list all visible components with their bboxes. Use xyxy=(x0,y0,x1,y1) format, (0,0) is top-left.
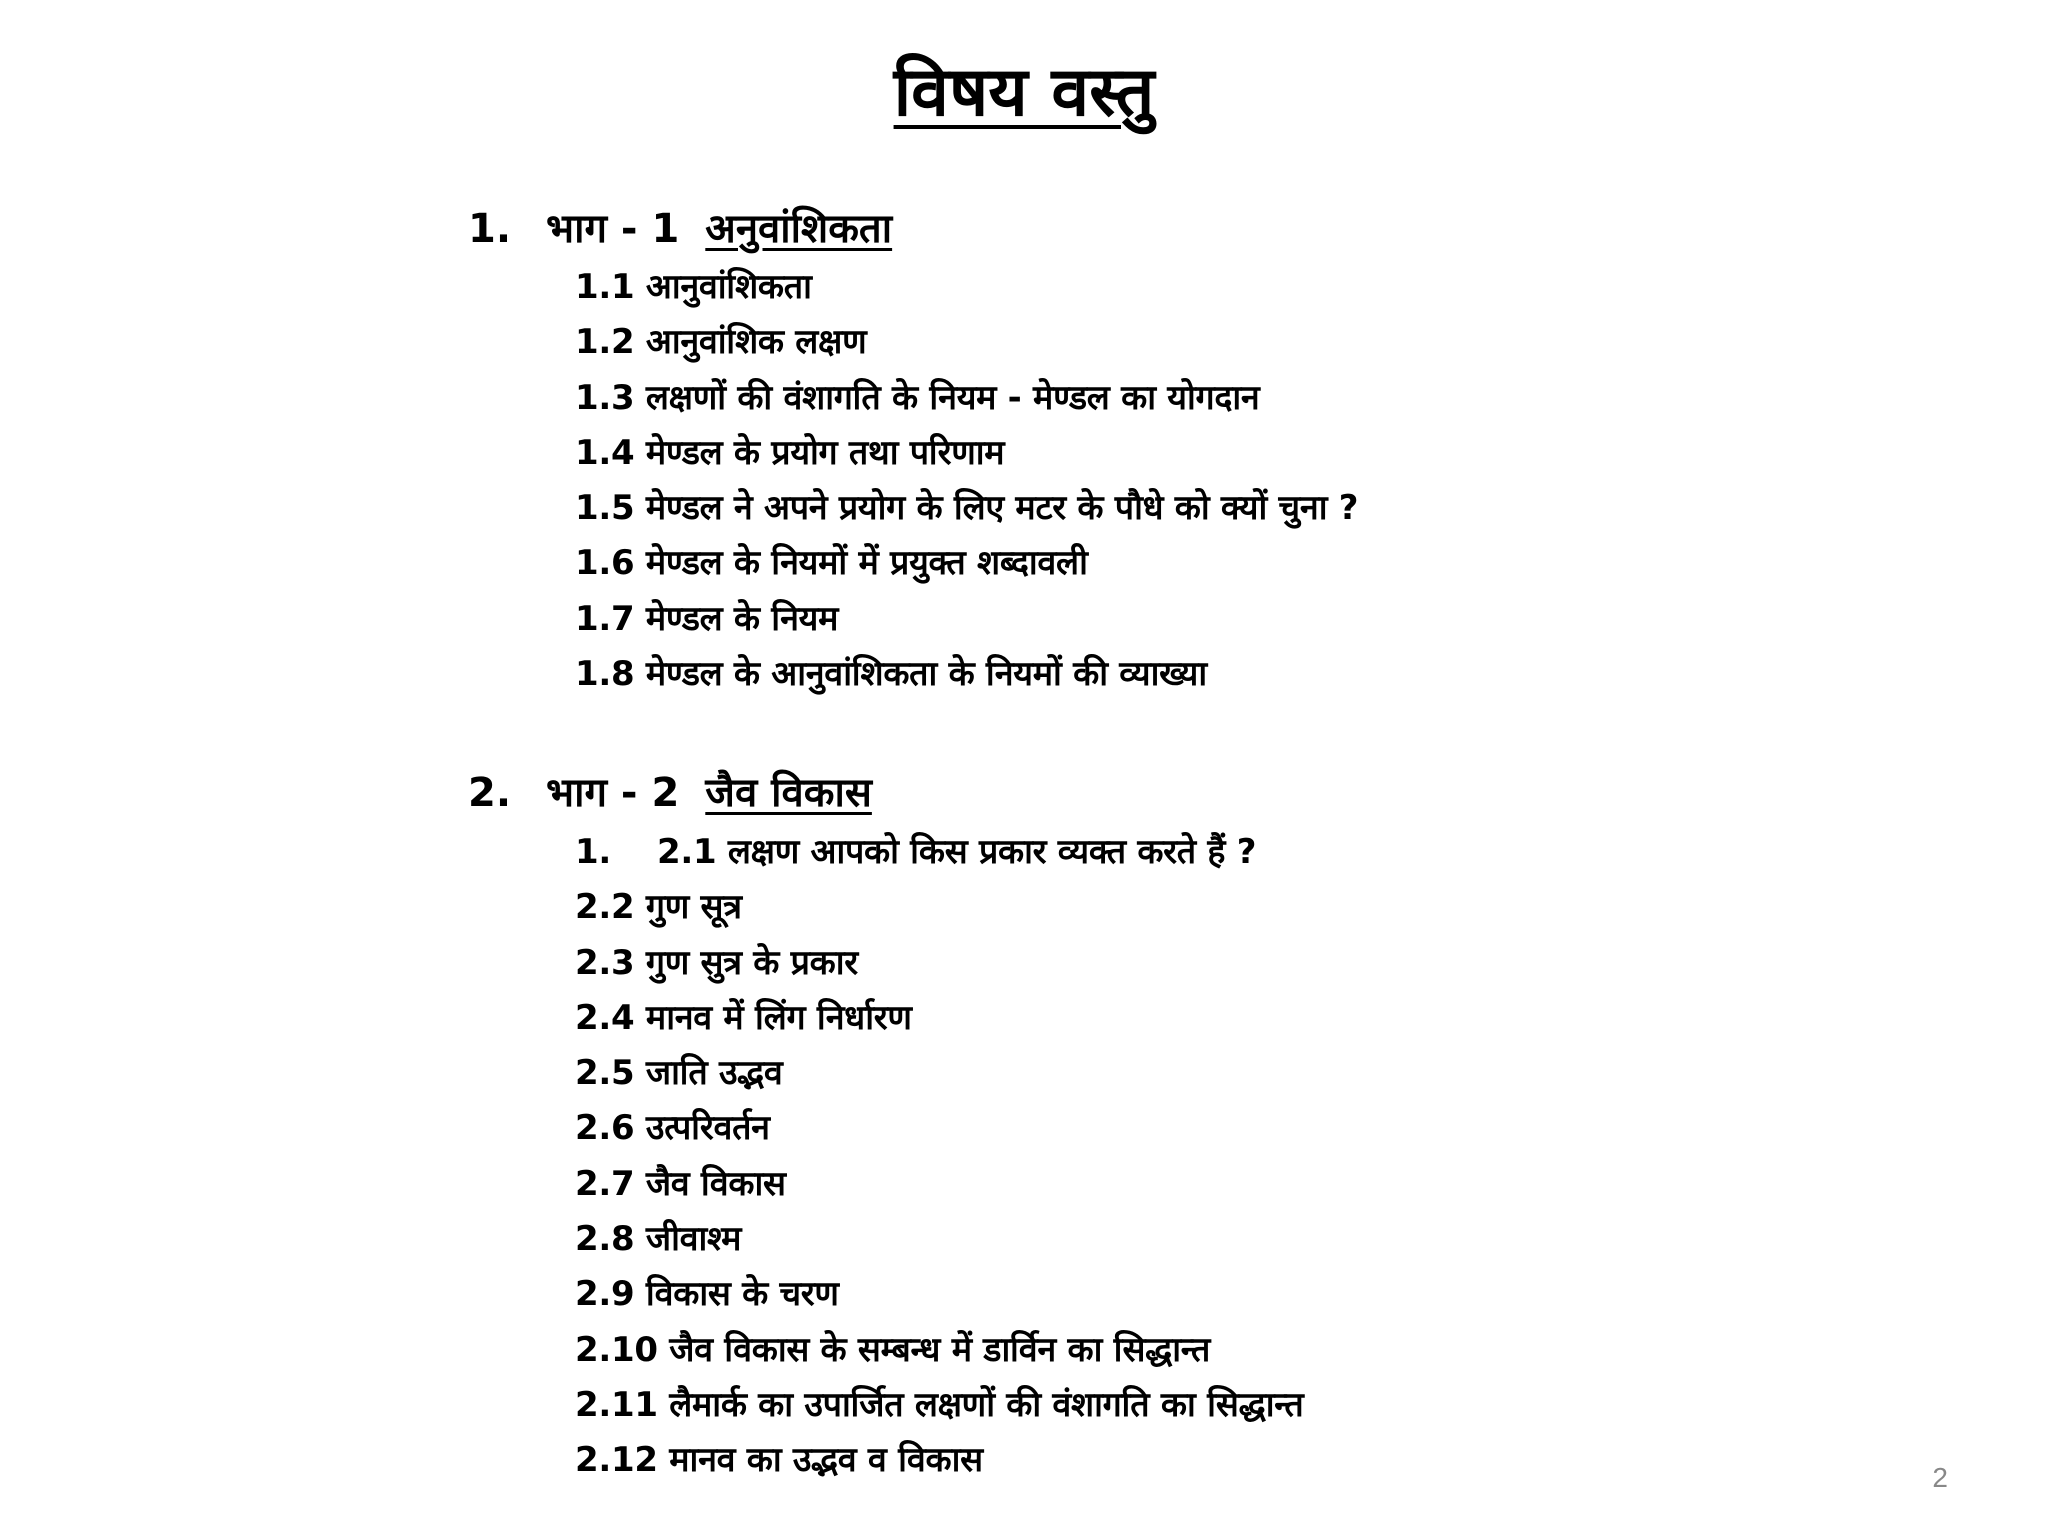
list-item: 2.4 मानव में लिंग निर्धारण xyxy=(575,997,912,1038)
slide-number: 2 xyxy=(1932,1462,1948,1493)
section-heading-1 xyxy=(468,201,892,257)
list-item: 1.3 लक्षणों की वंशागति के नियम - मेण्डल का योगदान xyxy=(575,377,1260,418)
section-number: 2. xyxy=(468,770,512,816)
list-item: 1.5 मेण्डल ने अपने प्रयोग के लिए मटर के पौधे को क्यों चुना ? xyxy=(575,488,1359,529)
list-item: 1.8 मेण्डल के आनुवांशिकता के नियमों की व्याख्या xyxy=(575,654,1207,695)
section-number: 1. xyxy=(468,206,512,252)
list-item: 1.6 मेण्डल के नियमों में प्रयुक्त शब्दावली xyxy=(575,543,1088,584)
list-item: 1.4 मेण्डल के प्रयोग तथा परिणाम xyxy=(575,432,1005,473)
list-item: 2.6 उत्परिवर्तन xyxy=(575,1108,770,1149)
list-item-prefix: 1. xyxy=(575,832,611,872)
list-item: 1.1 आनुवांशिकता xyxy=(575,267,812,307)
list-item: 1.7 मेण्डल के नियम xyxy=(575,598,839,639)
list-item: 2.3 गुण सुत्र के प्रकार xyxy=(575,942,858,983)
page-title xyxy=(0,52,2048,134)
page-title-text: विषय वस्तु xyxy=(893,53,1155,132)
list-item: 2.11 लैमार्क का उपार्जित लक्षणों की वंशागति का सिद्धान्त xyxy=(575,1384,1304,1425)
list-item xyxy=(575,825,1304,880)
list-item: 2.10 जैव विकास के सम्बन्ध में डार्विन का सिद्धान्त xyxy=(575,1329,1211,1370)
section-title: जैव विकास xyxy=(705,770,872,816)
section-2-list xyxy=(575,825,1304,1489)
section-heading-2 xyxy=(468,765,872,821)
section-1-list xyxy=(575,260,1358,702)
section-lead: भाग - 1 xyxy=(546,206,680,252)
list-item: 2.12 मानव का उद्भव व विकास xyxy=(575,1440,983,1481)
section-lead: भाग - 2 xyxy=(546,770,680,816)
section-title: अनुवांशिकता xyxy=(705,206,893,252)
list-item: 2.7 जैव विकास xyxy=(575,1163,786,1204)
list-item: 1.2 आनुवांशिक लक्षण xyxy=(575,322,867,363)
list-item: 2.9 विकास के चरण xyxy=(575,1274,839,1315)
list-item: 2.5 जाति उद्भव xyxy=(575,1053,783,1094)
list-item-text: 2.1 लक्षण आपको किस प्रकार व्यक्त करते हैं ? xyxy=(657,832,1257,872)
list-item: 2.2 गुण सूत्र xyxy=(575,887,742,928)
list-item: 2.8 जीवाश्म xyxy=(575,1219,742,1260)
